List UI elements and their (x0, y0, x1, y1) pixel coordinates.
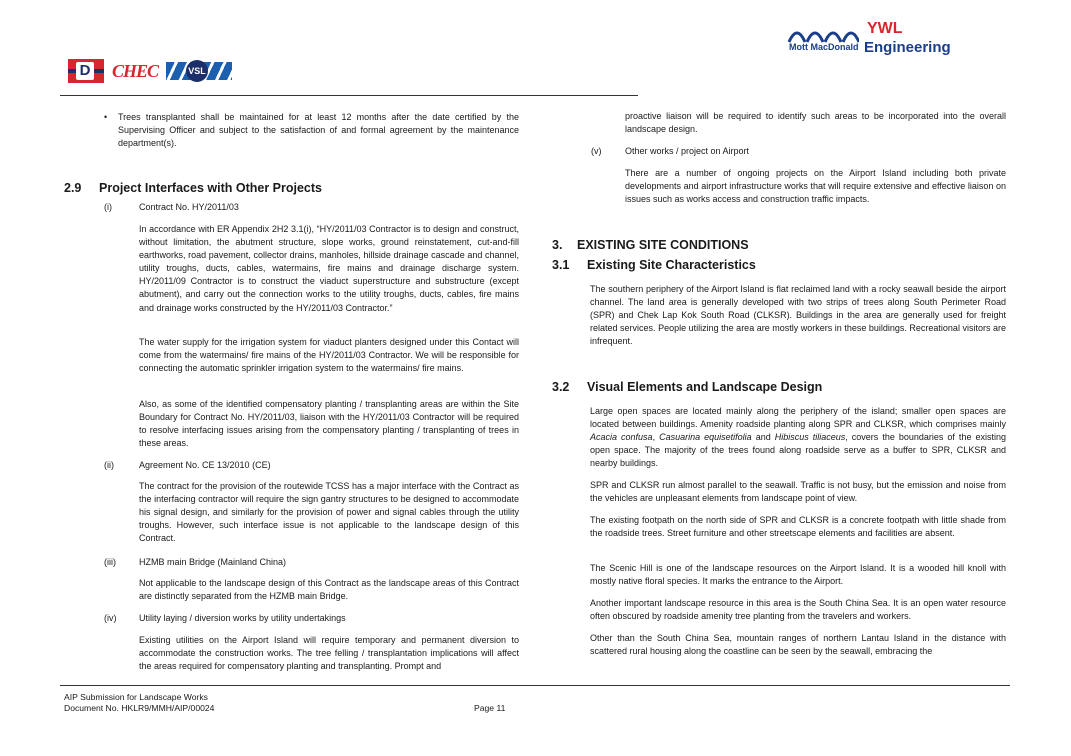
paragraph: In accordance with ER Appendix 2H2 3.1(i), “HY/2011/03 Contractor is to design and construct, without limitation, the abutment structure, slope works, ground reinstatement, cut-and-fill earthworks, road pavement, collector drains, manholes, hillside drainage cascade and channel, utility troughs, ducts, cables, watermains, fire mains and drainage discharge system. HY/2011/09 Contractor is to construct the viaduct superstructure and substructure (except abutment), and carry out the connection works to the utility troughs, ducts, cables, fire mains and drainage works constructed by the HY/2011/03 Contractor.” (139, 224, 519, 313)
paragraph: Existing utilities on the Airport Island will require temporary and permanent diversion to accommodate the construction works. The tree felling / transplantation implications will affect the areas required for compensatory planting and transplanting. Prompt and (139, 635, 519, 672)
item-number: (iii) (104, 557, 116, 567)
ywl-text: YWL (867, 20, 903, 37)
footer-doc-info (64, 692, 214, 714)
species-name: Hibiscus tiliaceus (774, 432, 846, 443)
paragraph: The contract for the provision of the routewide TCSS has a major interface with the Contract as the interfacing contractor will require the sign gantry structures to be designed to accommodate his signal design, and similarly for the provision of power and signal cables through the utility troughs. However, such interface issue is not applicable to the landscape design of this Contract. (139, 481, 519, 544)
paragraph: proactive liaison will be required to identify such areas to be incorporated into the overall landscape design. (625, 111, 1006, 135)
footer-rule (60, 685, 1010, 686)
paragraph: Large open spaces are located mainly along the periphery of the island; smaller open spaces are located between buildings. Amenity roadside planting along SPR and CLKSR, which comprises mainly Acacia confusa, Casuarina equisetifolia and Hibiscus tiliaceus, covers the boundaries of the existing open space. The majority of the trees found along roadside serve as a buffer to SPR, CLKSR and nearby buildings. (590, 406, 1006, 469)
mott-macdonald-text: Mott MacDonald (789, 42, 859, 52)
paragraph: The Scenic Hill is one of the landscape resources on the Airport Island. It is a wooded hill knoll with mostly native floral species. It marks the entrance to the Airport. (590, 563, 1006, 587)
section-heading: Project Interfaces with Other Projects (99, 181, 322, 195)
section-number: 3. (552, 238, 563, 252)
engineering-text: Engineering (864, 39, 951, 56)
paragraph: Not applicable to the landscape design of this Contract as the landscape areas of this Contract are distinctly separated from the HZMB main Bridge. (139, 578, 519, 602)
bullet-dot: • (104, 112, 108, 122)
arches-icon (787, 24, 859, 44)
partner-logos (68, 58, 232, 84)
paragraph: The water supply for the irrigation system for viaduct planters designed under this Contact will come from the watermains/ fire mains of the HY/2011/03 Contractor. We will be responsible for connecting the automatic sprinkler irrigation system to the watermains/ fire mains. (139, 337, 519, 374)
paragraph: The existing footpath on the north side of SPR and CLKSR is a concrete footpath with little shade from the roadside trees. Street furniture and other streetscape elements and facilities are absent. (590, 515, 1006, 539)
header-rule (60, 95, 638, 96)
section-heading: Existing Site Characteristics (587, 258, 756, 272)
item-number: (v) (591, 146, 602, 156)
item-title: Agreement No. CE 13/2010 (CE) (139, 460, 271, 470)
item-title: Contract No. HY/2011/03 (139, 202, 239, 212)
footer-title: AIP Submission for Landscape Works (64, 692, 208, 702)
item-number: (iv) (104, 613, 117, 623)
chec-logo: CHEC (111, 60, 159, 81)
paragraph: Also, as some of the identified compensatory planting / transplanting areas are within the Site Boundary for Contract No. HY/2011/03, liaison with the HY/2011/03 Contractor will be required to resolve interfacing issues arising from the compensatory planting / transplanting of trees in these areas. (139, 399, 519, 449)
section-heading: EXISTING SITE CONDITIONS (577, 238, 749, 252)
species-name: Acacia confusa (590, 432, 653, 443)
species-name: Casuarina equisetifolia (659, 432, 752, 443)
paragraph: There are a number of ongoing projects on the Airport Island including both private developments and airport infrastructure works that will require extensive and effective liaison on issues such as works access and construction traffic impacts. (625, 168, 1006, 205)
vsl-logo: VSL (166, 59, 232, 83)
paragraph: SPR and CLKSR run almost parallel to the seawall. Traffic is not busy, but the emission and noise from the vehicles are unpleasant elements from landscape point of view. (590, 480, 1006, 504)
item-title: Utility laying / diversion works by utility undertakings (139, 613, 346, 623)
paragraph: The southern periphery of the Airport Island is flat reclaimed land with a rocky seawall beside the airport channel. The land area is generally developed with two strips of trees along South Perimeter Road (SPR) and Chek Lap Kok South Road (CLKSR). Buildings in the area are generally used for freight related services. People utilizing the area are mostly workers in these buildings. Recreational visitors are infrequent. (590, 284, 1006, 347)
section-heading: Visual Elements and Landscape Design (587, 380, 823, 394)
section-number: 2.9 (64, 181, 82, 195)
section-number: 3.2 (552, 380, 570, 394)
item-title: Other works / project on Airport (625, 146, 750, 156)
footer-document-number: Document No. HKLR9/MMH/AIP/00024 (64, 703, 215, 713)
dragages-logo: D (68, 59, 104, 83)
paragraph: Another important landscape resource in this area is the South China Sea. It is an open water resource often obscured by roadside amenity tree planting from the travelers and workers. (590, 598, 1006, 622)
ywl-mott-macdonald-logo (787, 20, 959, 60)
paragraph: Other than the South China Sea, mountain ranges of northern Lantau Island in the distance with scattered rural housing along the coastline can be seen by the seawall, embracing the (590, 633, 1006, 657)
item-title: HZMB main Bridge (Mainland China) (139, 557, 287, 567)
section-number: 3.1 (552, 258, 570, 272)
bullet-text: Trees transplanted shall be maintained for at least 12 months after the date certified by the Supervising Officer and subject to the satisfaction of and formal agreement by the maintenance department(s). (118, 112, 519, 149)
item-number: (ii) (104, 460, 114, 470)
item-number: (i) (104, 202, 112, 212)
page-number: Page 11 (474, 703, 506, 713)
